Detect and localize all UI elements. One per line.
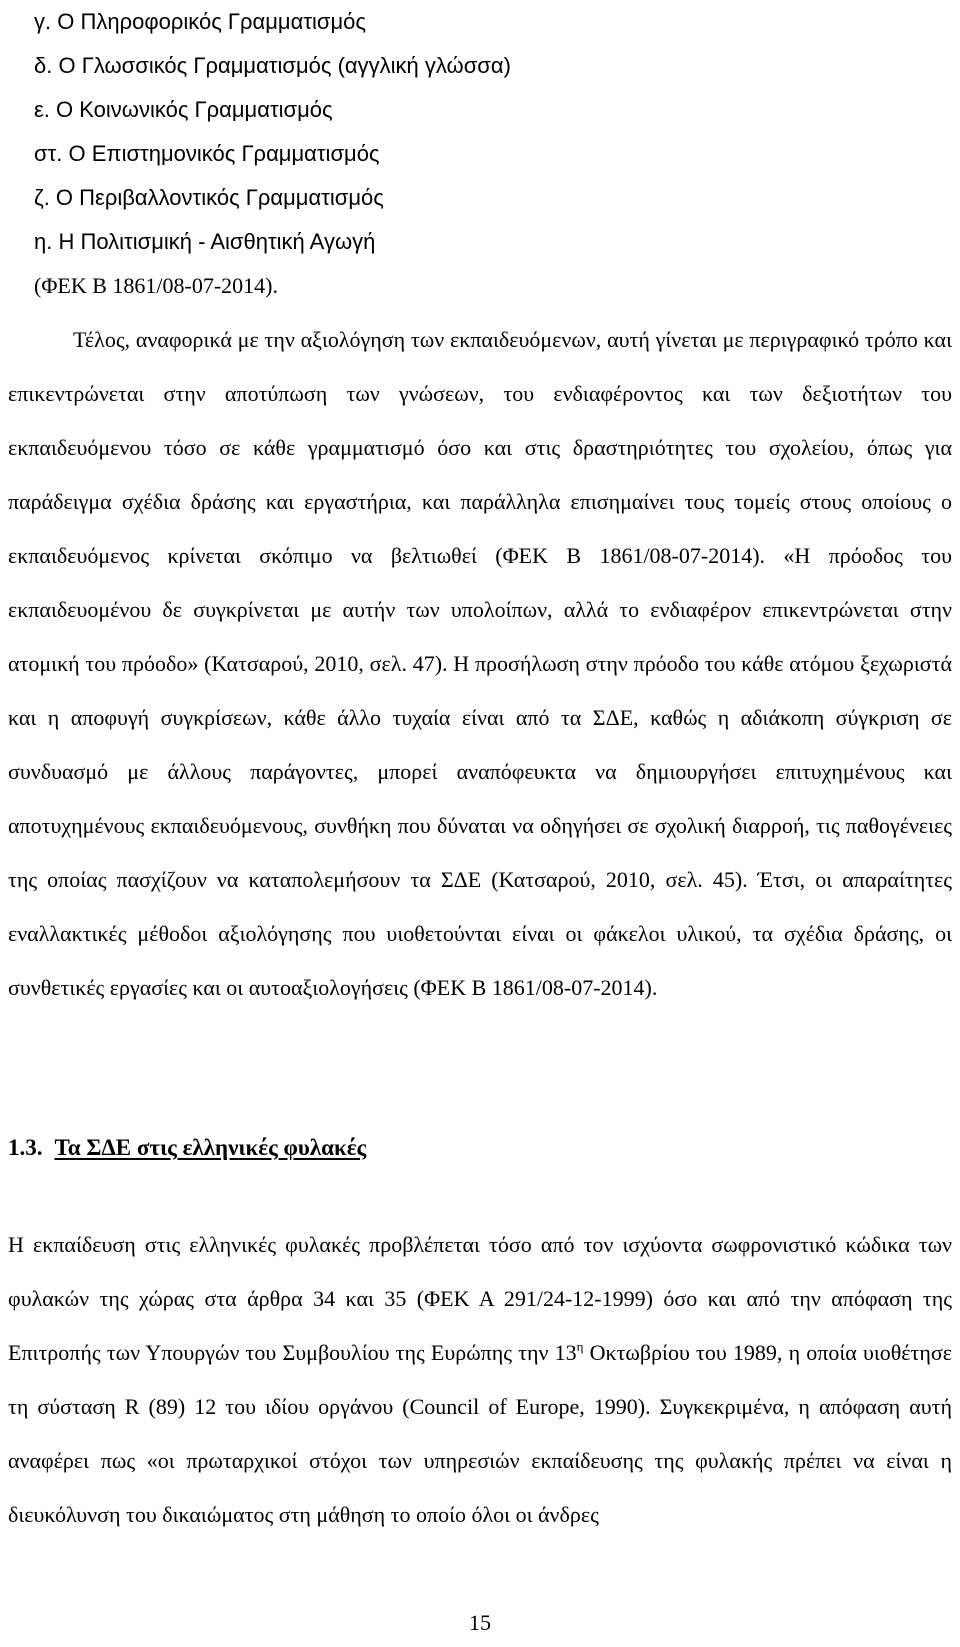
- list-item: ζ. Ο Περιβαλλοντικός Γραμματισμός: [34, 185, 384, 210]
- list-item: (ΦΕΚ Β 1861/08-07-2014).: [34, 273, 278, 298]
- list-item: η. Η Πολιτισμική - Αισθητική Αγωγή: [34, 229, 376, 254]
- section-number: 1.3.: [8, 1135, 43, 1160]
- section-title: Τα ΣΔΕ στις ελληνικές φυλακές: [54, 1135, 367, 1160]
- list-item: στ. Ο Επιστημονικός Γραμματισμός: [34, 141, 380, 166]
- assessment-paragraph: Τέλος, αναφορικά με την αξιολόγηση των εκπαιδευόμενων, αυτή γίνεται με περιγραφικό τρόπο και επικεντρώνεται στην αποτύπωση των γνώσεων, του ενδιαφέροντος και των δεξιοτήτων του εκπαιδευόμενου τόσο σε κάθε γραμματισμό όσο και στις δραστηριότητες του σχολείου, όπως για παράδειγμα σχέδια δράσης και εργαστήρια, και παράλληλα επισημαίνει τους τομείς στους οποίους ο εκπαιδευόμενος κρίνεται σκόπιμο να βελτιωθεί (ΦΕΚ Β 1861/08-07-2014). «Η πρόοδος του εκπαιδευομένου δε συγκρίνεται με αυτήν των υπολοίπων, αλλά το ενδιαφέρον επικεντρώνεται στην ατομική του πρόοδο» (Κατσαρού, 2010, σελ. 47). Η προσήλωση στην πρόοδο του κάθε ατόμου ξεχωριστά και η αποφυγή συγκρίσεων, κάθε άλλο τυχαία είναι από τα ΣΔΕ, καθώς η αδιάκοπη σύγκριση σε συνδυασμό με άλλους παράγοντες, μπορεί αναπόφευκτα να δημιουργήσει επιτυχημένους και αποτυχημένους εκπαιδευόμενους, συνθήκη που δύναται να οδηγήσει σε σχολική διαρροή, τις παθογένειες της οποίας πασχίζουν να καταπολεμήσουν τα ΣΔΕ (Κατσαρού, 2010, σελ. 45). Έτσι, οι απαραίτητες εναλλακτικές μέθοδοι αξιολόγησης που υιοθετούνται είναι οι φάκελοι υλικού, τα σχέδια δράσης, οι συνθετικές εργασίες και οι αυτοαξιολογήσεις (ΦΕΚ Β 1861/08-07-2014).: [8, 327, 952, 1000]
- list-item: δ. Ο Γλωσσικός Γραμματισμός (αγγλική γλώσσα): [34, 53, 511, 78]
- page-number: 15: [469, 1610, 491, 1635]
- list-item: ε. Ο Κοινωνικός Γραμματισμός: [34, 97, 333, 122]
- section-heading: [8, 1128, 366, 1168]
- paragraph-text-start: Η εκπαίδευση στις ελληνικές φυλακές προβλέπεται τόσο από τον ισχύοντα σωφρονιστικό κώδικα των φυλακών της χώρας στα άρθρα 34 και 35 (ΦΕΚ Α 291/24-12-1999) όσο και από την απόφαση της Επιτροπής των Υπουργών του Συμβουλίου της Ευρώπης την 13: [8, 1232, 952, 1365]
- ordinal-superscript: η: [576, 1339, 584, 1354]
- list-item: γ. Ο Πληροφορικός Γραμματισμός: [34, 9, 366, 34]
- literacy-list: [34, 0, 511, 308]
- paragraph-text-end: Οκτωβρίου του 1989, η οποία υιοθέτησε τη σύσταση R (89) 12 του ιδίου οργάνου (Council of Europe, 1990). Συγκεκριμένα, η απόφαση αυτή αναφέρει πως «οι πρωταρχικοί στόχοι των υπηρεσιών εκπαίδευσης της φυλακής πρέπει να είναι η διευκόλυνση του δικαιώματος στη μάθηση το οποίο όλοι οι άνδρες: [8, 1340, 952, 1527]
- prison-education-paragraph: [8, 1218, 952, 1542]
